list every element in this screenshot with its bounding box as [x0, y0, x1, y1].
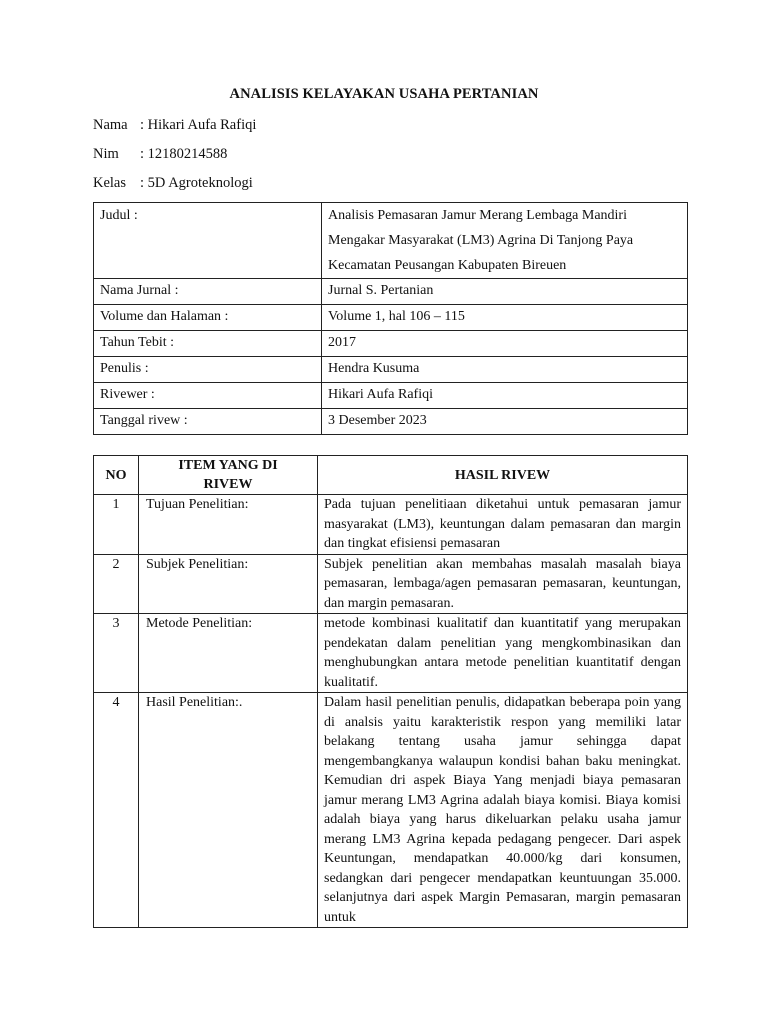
row-no: 3: [94, 614, 139, 693]
meta-value: Hikari Aufa Rafiqi: [322, 383, 688, 409]
row-hasil: Subjek penelitian akan membahas masalah masalah biaya pemasaran, lembaga/agen pemasaran pemasaran, keuntungan, dan margin pemasaran.: [318, 554, 688, 614]
info-kelas: [93, 175, 253, 192]
meta-key: Penulis :: [94, 357, 322, 383]
meta-value: Jurnal S. Pertanian: [322, 279, 688, 305]
meta-value: 3 Desember 2023: [322, 409, 688, 435]
meta-key: Tahun Tebit :: [94, 331, 322, 357]
row-item: Subjek Penelitian:: [139, 554, 318, 614]
meta-row-judul: [94, 203, 688, 279]
meta-key: Tanggal rivew :: [94, 409, 322, 435]
nim-value: : 12180214588: [140, 146, 228, 162]
nama-label: Nama: [93, 117, 128, 133]
row-no: 1: [94, 495, 139, 555]
header-no: NO: [94, 456, 139, 495]
kelas-value: : 5D Agroteknologi: [140, 175, 253, 191]
row-item: Tujuan Penelitian:: [139, 495, 318, 555]
row-no: 2: [94, 554, 139, 614]
row-item: Metode Penelitian:: [139, 614, 318, 693]
meta-key: Judul :: [94, 203, 322, 279]
meta-value: Volume 1, hal 106 – 115: [322, 305, 688, 331]
meta-row-tanggal: [94, 409, 688, 435]
nama-value: : Hikari Aufa Rafiqi: [140, 117, 257, 133]
meta-row-rivewer: [94, 383, 688, 409]
table-row: [94, 693, 688, 928]
table-row: [94, 554, 688, 614]
row-hasil: metode kombinasi kualitatif dan kuantitatif yang merupakan pendekatan dalam penelitian yang mengkombinasikan dan menghubungkan antara metode penelitian kuantitatif dengan kualitatif.: [318, 614, 688, 693]
review-table: [93, 455, 688, 928]
document-title: ANALISIS KELAYAKAN USAHA PERTANIAN: [229, 86, 539, 102]
kelas-label: Kelas: [93, 175, 127, 191]
row-no: 4: [94, 693, 139, 928]
meta-value: Analisis Pemasaran Jamur Merang Lembaga Mandiri Mengakar Masyarakat (LM3) Agrina Di Tanjong Paya Kecamatan Peusangan Kabupaten Bireuen: [322, 203, 688, 279]
table-row: [94, 614, 688, 693]
table-row: [94, 495, 688, 555]
header-item: ITEM YANG DI RIVEW: [139, 456, 318, 495]
meta-key: Nama Jurnal :: [94, 279, 322, 305]
meta-key: Rivewer :: [94, 383, 322, 409]
meta-key: Volume dan Halaman :: [94, 305, 322, 331]
nim-label: Nim: [93, 146, 119, 162]
meta-row-jurnal: [94, 279, 688, 305]
review-header-row: [94, 456, 688, 495]
meta-row-penulis: [94, 357, 688, 383]
info-nama: [93, 117, 256, 134]
meta-row-volume: [94, 305, 688, 331]
info-nim: [93, 146, 227, 163]
row-item: Hasil Penelitian:.: [139, 693, 318, 928]
row-hasil: Dalam hasil penelitian penulis, didapatkan beberapa poin yang di analsis yaitu karakteristik respon yang memiliki latar belakang tentang usaha jamur sehingga dapat mengembangkanya walaupun kondisi bahan baku meningkat. Kemudian dri aspek Biaya Yang menjadi biaya pemasaran jamur merang LM3 Agrina adalah biaya komisi. Biaya komisi adalah biaya yang harus dikeluarkan pelaku usaha jamur merang LM3 Agrina kepada pedagang pengecer. Dari aspek Keuntungan, mendapatkan 40.000/kg dari konsumen, sedangkan dari pengecer mendapatkan keuntuungan 35.000. selanjutnya dari aspek Margin Pemasaran, margin pemasaran untuk: [318, 693, 688, 928]
header-hasil: HASIL RIVEW: [318, 456, 688, 495]
meta-value: Hendra Kusuma: [322, 357, 688, 383]
meta-row-tahun: [94, 331, 688, 357]
metadata-table: [93, 202, 688, 435]
row-hasil: Pada tujuan penelitiaan diketahui untuk pemasaran jamur masyarakat (LM3), keuntungan dalam pemasaran dan margin dan tingkat efisiensi pemasaran: [318, 495, 688, 555]
meta-value: 2017: [322, 331, 688, 357]
